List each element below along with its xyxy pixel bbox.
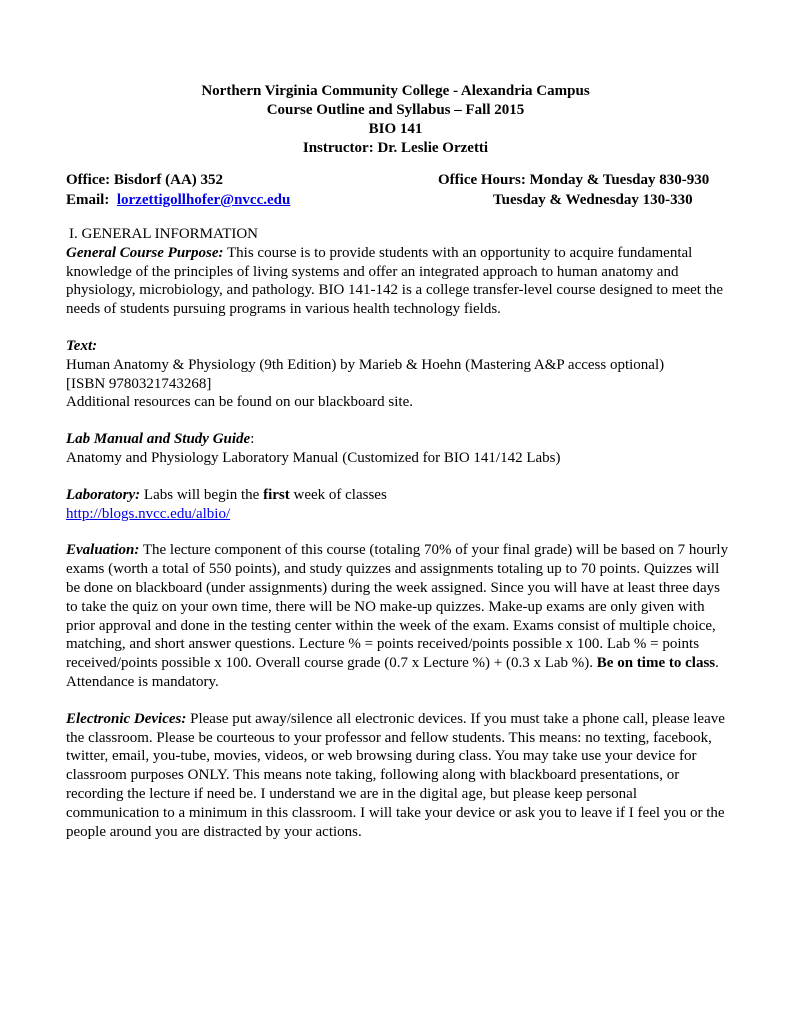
evaluation-paragraph [66, 541, 731, 691]
office-location: Office: Bisdorf (AA) 352 [66, 172, 224, 188]
evaluation-text: The lecture component of this course (totaling 70% of your final grade) will be based on 7 hourly exams (worth a total of 550 points), and study quizzes and assignments totaling up to 70 points. Quizzes will be done on blackboard (under assignments) during the week assigned. Since you will have at least three days to take the quiz on your own time, there will be NO make-up quizzes. Make-up exams are only given with prior approval and done in the testing center within the week of the exam. Exams consist of multiple choice, matching, and short answer questions. Lecture % = points received/points possible x 100. Lab % = points received/points possible x 100. Overall course grade (0.7 x Lecture %) + (0.3 x Lab %). [66, 542, 729, 672]
course-purpose-label: General Course Purpose: [66, 244, 224, 261]
document-header [0, 82, 791, 158]
laboratory-text-b: week of classes [289, 486, 387, 503]
lab-manual-colon: : [250, 431, 255, 448]
contact-block [66, 171, 731, 211]
additional-resources: Additional resources can be found on our blackboard site. [66, 394, 413, 411]
laboratory-paragraph [66, 486, 731, 505]
text-label: Text: [66, 337, 98, 354]
evaluation-label: Evaluation: [66, 542, 140, 559]
general-information-heading: I. GENERAL INFORMATION [69, 226, 259, 242]
course-purpose-text: This course is to provide students with an opportunity to acquire fundamental knowledge of the principles of living systems and offer an integrated approach to human anatomy and physiology, microbiology, and pathology. BIO 141-142 is a college transfer-level course designed to meet the needs of students pursuing programs in various health technology fields. [66, 244, 724, 318]
laboratory-text-a: Labs will begin the [140, 486, 264, 503]
course-code: BIO 141 [368, 121, 423, 137]
college-title: Northern Virginia Community College - Alexandria Campus [201, 83, 590, 99]
textbook-title: Human Anatomy & Physiology (9th Edition) by Marieb & Hoehn (Mastering A&P access optional) [66, 356, 665, 373]
electronic-devices-paragraph [66, 710, 731, 842]
office-hours-line1: Office Hours: Monday & Tuesday 830-930 [438, 172, 710, 188]
electronic-devices-label: Electronic Devices: [66, 710, 187, 727]
laboratory-label: Laboratory: [66, 486, 141, 503]
lab-manual-label: Lab Manual and Study Guide [66, 431, 251, 448]
lab-manual-text: Anatomy and Physiology Laboratory Manual (Customized for BIO 141/142 Labs) [66, 449, 561, 466]
text-heading [66, 337, 731, 356]
lab-manual-heading [66, 430, 731, 449]
syllabus-body [66, 225, 731, 841]
electronic-devices-text: Please put away/silence all electronic devices. If you must take a phone call, please leave the classroom. Please be courteous to your professor and fellow students. This means: no texting, facebook, twitter, email, you-tube, movies, videos, or web browsing during class. You may take use your device for classroom purposes ONLY. This means note taking, following along with blackboard presentations, or recording the lecture if need be. I understand we are in the digital age, but please keep personal communication to a minimum in this classroom. I will take your device or ask you to leave if I feel you or the people around you are distracted by your actions. [66, 710, 725, 840]
email-label: Email: [66, 192, 117, 208]
office-hours-line2: Tuesday & Wednesday 130-330 [493, 192, 693, 208]
evaluation-bold: Be on time to class [596, 655, 716, 672]
instructor-name: Instructor: Dr. Leslie Orzetti [302, 140, 489, 156]
evaluation-tail: . Attendance is mandatory. [66, 655, 719, 690]
textbook-isbn: [ISBN 9780321743268] [66, 375, 212, 392]
email-line [66, 191, 290, 210]
lab-blog-link[interactable]: http://blogs.nvcc.edu/albio/ [66, 505, 231, 522]
syllabus-title: Course Outline and Syllabus – Fall 2015 [266, 102, 525, 118]
course-purpose-paragraph [66, 244, 731, 319]
laboratory-first: first [263, 486, 290, 503]
email-link[interactable]: lorzettigollhofer@nvcc.edu [116, 192, 291, 208]
